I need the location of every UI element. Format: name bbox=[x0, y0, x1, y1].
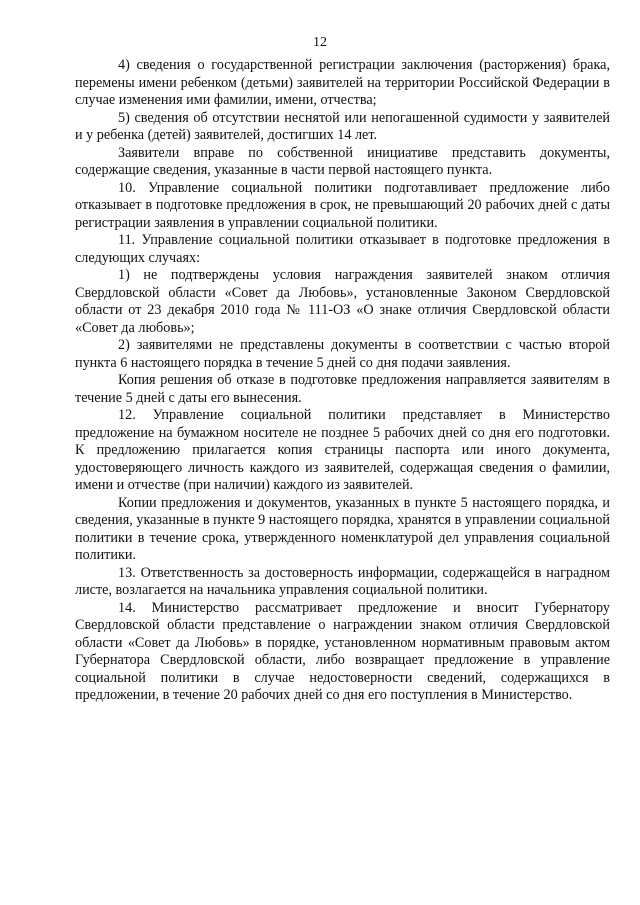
paragraph-clause-12: 12. Управление социальной политики представляет в Министерство предложение на бумажном носителе не позднее 5 рабочих дней со дня его подготовки. К предложению прилагается копия страницы паспорта или иного документа, удостоверяющего личность каждого из заявителей, содержащая сведения о фамилии, имени и отчестве (при наличии) каждого из заявителей. bbox=[75, 407, 610, 493]
paragraph-clause-13: 13. Ответственность за достоверность информации, содержащейся в наградном листе, возлагается на начальника управления социальной политики. bbox=[75, 564, 610, 598]
paragraph-applicants-own-initiative: Заявители вправе по собственной инициативе представить документы, содержащие сведения, указанные в части первой настоящего пункта. bbox=[75, 144, 610, 178]
paragraph-clause-10: 10. Управление социальной политики подготавливает предложение либо отказывает в подготовке предложения в срок, не превышающий 20 рабочих дней с даты регистрации заявления в управлении социальной политики. bbox=[75, 179, 610, 231]
paragraph-clause-11: 11. Управление социальной политики отказывает в подготовке предложения в следующих случаях: bbox=[75, 232, 610, 266]
paragraph-clause-14: 14. Министерство рассматривает предложение и вносит Губернатору Свердловской области представление о награждении знаком отличия Свердловской области «Совет да Любовь» в порядке, установленном нормативным правовым актом Губернатора Свердловской области, либо возвращает предложение в управление социальной политики в случае недостоверности сведений, содержащихся в предложении, в течение 20 рабочих дней со дня его поступления в Министерство. bbox=[75, 599, 610, 703]
paragraph-documents-storage: Копии предложения и документов, указанных в пункте 5 настоящего порядка, и сведения, указанные в пункте 9 настоящего порядка, хранятся в управлении социальной политики в течение срока, утвержденного номенклатурой дел управления социальной политики. bbox=[75, 494, 610, 563]
paragraph-item-5-criminal-record: 5) сведения об отсутствии неснятой или непогашенной судимости у заявителей и у ребенка (детей) заявителей, достигших 14 лет. bbox=[75, 109, 610, 143]
paragraph-clause-11-item-2: 2) заявителями не представлены документы в соответствии с частью второй пункта 6 настоящего порядка в течение 5 дней со дня подачи заявления. bbox=[75, 337, 610, 371]
paragraph-item-4-marriage-registration: 4) сведения о государственной регистрации заключения (расторжения) брака, перемены имени ребенком (детьми) заявителей на территории Российской Федерации в случае изменения ими фамилии, имени, отчества; bbox=[75, 57, 610, 108]
paragraph-clause-11-item-1: 1) не подтверждены условия награждения заявителей знаком отличия Свердловской области «Совет да Любовь», установленные Законом Свердловской области от 23 декабря 2010 года № 111-ОЗ «О знаке отличия Свердловской области «Совет да любовь»; bbox=[75, 267, 610, 336]
page-number: 12 bbox=[313, 35, 327, 50]
paragraph-refusal-copy: Копия решения об отказе в подготовке предложения направляется заявителям в течение 5 дней с даты его вынесения. bbox=[75, 372, 610, 406]
document-body bbox=[75, 57, 610, 705]
